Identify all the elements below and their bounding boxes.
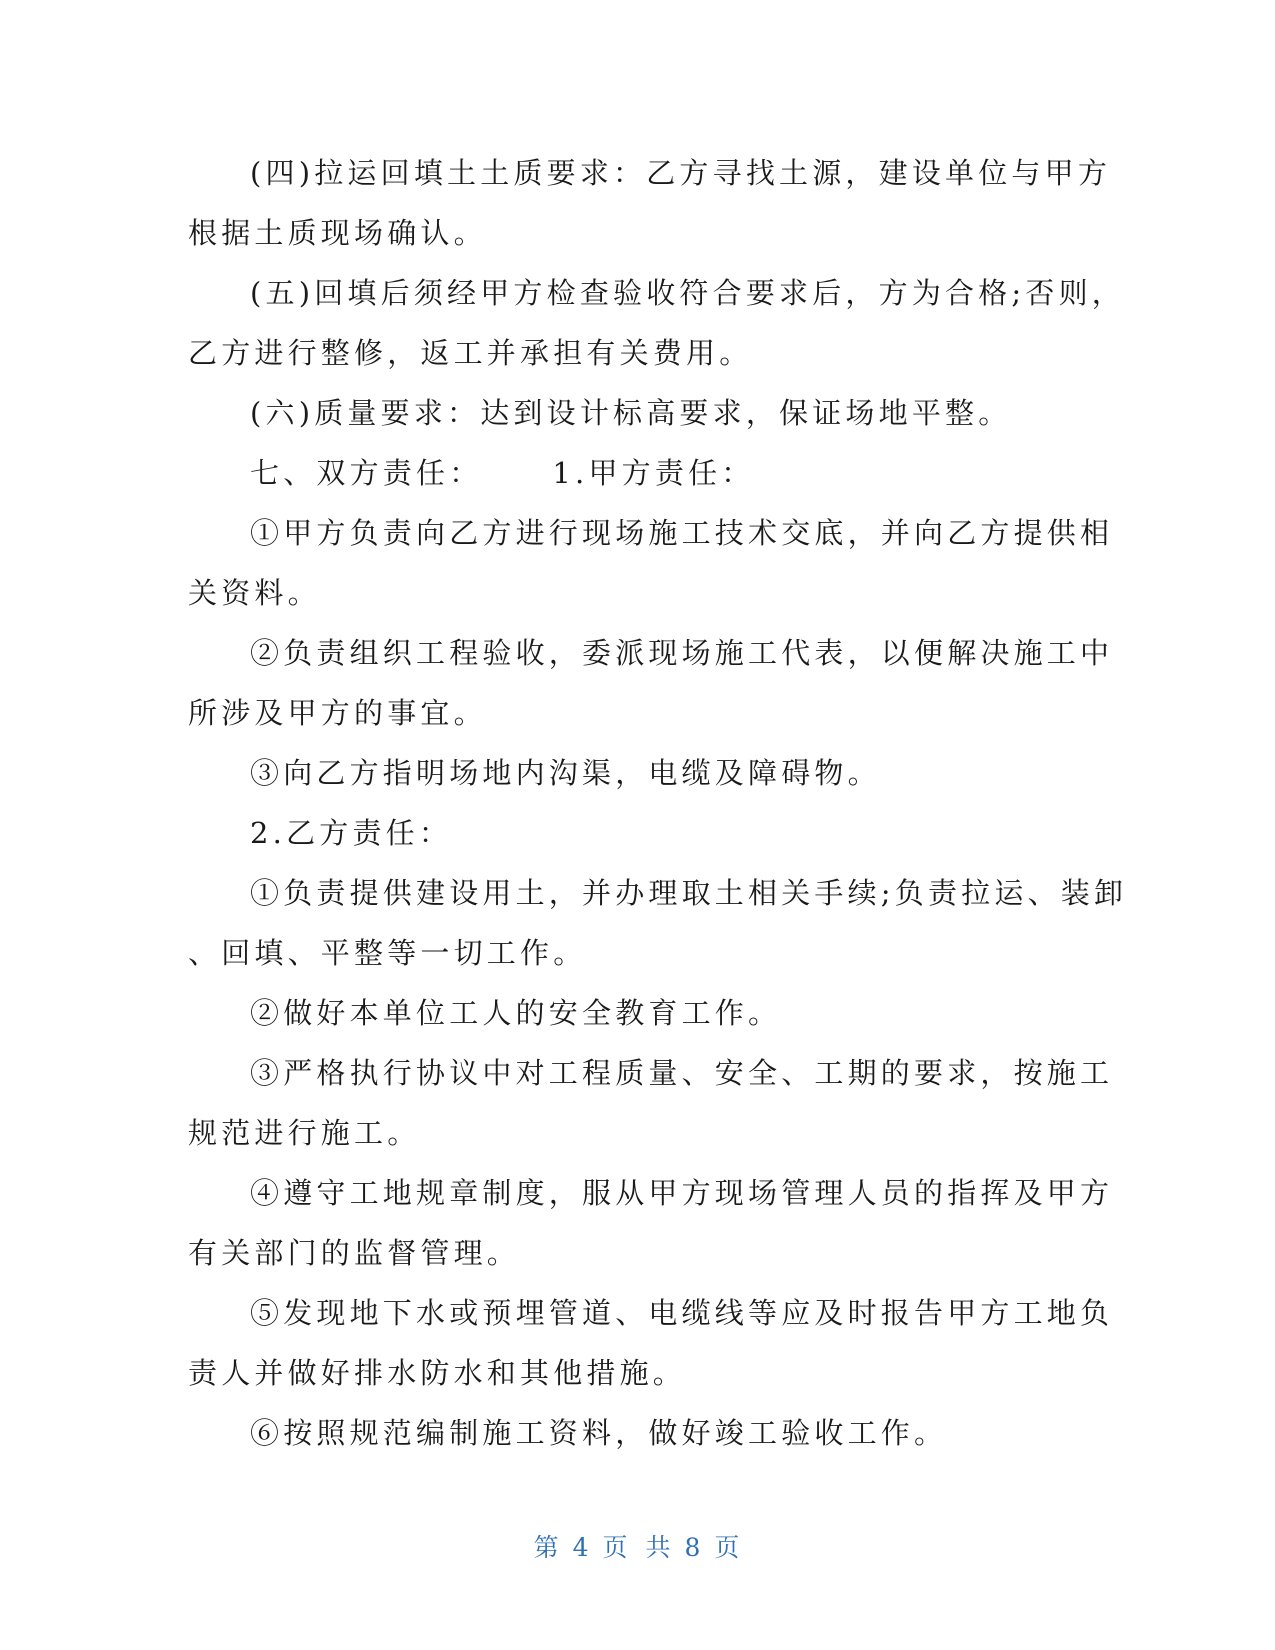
paragraph-line: (六)质量要求：达到设计标高要求，保证场地平整。 bbox=[250, 396, 1012, 430]
section-heading: 七、双方责任： bbox=[250, 456, 483, 490]
paragraph-line: ⑥按照规范编制施工资料，做好竣工验收工作。 bbox=[250, 1416, 948, 1450]
paragraph-line: 关资料。 bbox=[188, 576, 321, 610]
paragraph-line: (四)拉运回填土土质要求：乙方寻找土源，建设单位与甲方 bbox=[250, 156, 1112, 190]
paragraph-line: ②负责组织工程验收，委派现场施工代表，以便解决施工中 bbox=[250, 636, 1114, 670]
page-footer bbox=[0, 1528, 1275, 1564]
paragraph-line: 、回填、平整等一切工作。 bbox=[188, 936, 587, 970]
paragraph-line: 乙方进行整修，返工并承担有关费用。 bbox=[188, 336, 753, 370]
paragraph-line: ①负责提供建设用土，并办理取土相关手续;负责拉运、装卸 bbox=[250, 876, 1128, 910]
page-label-suffix: 页 bbox=[714, 1533, 742, 1562]
paragraph-line: 根据土质现场确认。 bbox=[188, 216, 487, 250]
paragraph-line: ③向乙方指明场地内沟渠，电缆及障碍物。 bbox=[250, 756, 881, 790]
paragraph-line: ⑤发现地下水或预埋管道、电缆线等应及时报告甲方工地负 bbox=[250, 1296, 1114, 1330]
subsection-heading: 2.乙方责任： bbox=[250, 816, 453, 850]
paragraph-line: (五)回填后须经甲方检查验收符合要求后，方为合格;否则， bbox=[250, 276, 1125, 310]
paragraph-line: ④遵守工地规章制度，服从甲方现场管理人员的指挥及甲方 bbox=[250, 1176, 1114, 1210]
document-body bbox=[188, 143, 1128, 1463]
page-label-prefix: 第 bbox=[533, 1533, 561, 1562]
paragraph-line: ③严格执行协议中对工程质量、安全、工期的要求，按施工 bbox=[250, 1056, 1114, 1090]
current-page-number: 4 bbox=[572, 1533, 591, 1562]
subsection-heading: 1.甲方责任： bbox=[552, 456, 755, 490]
paragraph-line: 有关部门的监督管理。 bbox=[188, 1236, 521, 1270]
section-heading-line bbox=[188, 443, 1068, 503]
page-label-mid: 页 共 bbox=[602, 1533, 673, 1562]
paragraph-line: 所涉及甲方的事宜。 bbox=[188, 696, 487, 730]
paragraph-line: ①甲方负责向乙方进行现场施工技术交底，并向乙方提供相 bbox=[250, 516, 1114, 550]
paragraph-line: 责人并做好排水防水和其他措施。 bbox=[188, 1356, 687, 1390]
paragraph-line: 规范进行施工。 bbox=[188, 1116, 421, 1150]
total-pages-number: 8 bbox=[684, 1533, 703, 1562]
paragraph-line: ②做好本单位工人的安全教育工作。 bbox=[250, 996, 782, 1030]
